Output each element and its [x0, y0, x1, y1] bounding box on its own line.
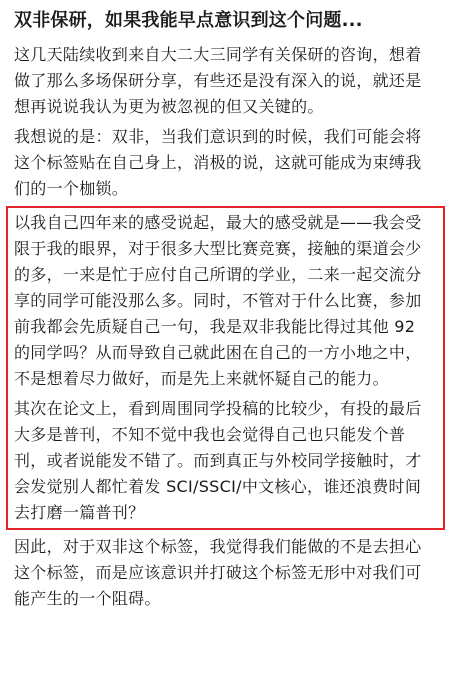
highlighted-section: [6, 206, 445, 530]
intro-paragraph: 这几天陆续收到来自大二大三同学有关保研的咨询，想着做了那么多场保研分享，有些还是没有深入的说，就还是想再说说我认为更为被忽视的但又关键的。: [14, 45, 422, 116]
highlighted-paragraph: 其次在论文上，看到周围同学投稿的比较少，有投的最后大多是普刊，不知不觉中我也会觉得自己也只能发个普刊，或者说能发不错了。而到真正与外校同学接触时，才会发觉别人都忙着发 SCI/SSCI/中文核心，谁还浪费时间去打磨一篇普刊？: [14, 399, 422, 522]
conclusion-paragraph: 因此，对于双非这个标签，我觉得我们能做的不是去担心这个标签，而是应该意识并打破这个标签无形中对我们可能产生的一个阻碍。: [14, 537, 422, 608]
post-title: 双非保研，如果我能早点意识到这个问题...: [14, 10, 363, 31]
highlighted-paragraph: 以我自己四年来的感受说起，最大的感受就是——我会受限于我的眼界，对于很多大型比赛竞赛，接触的渠道会少的多，一来是忙于应付自己所谓的学业，二来一起交流分享的同学可能没那么多。同时，不管对于什么比赛，参加前我都会先质疑自己一句，我是双非我能比得过其他 92 的同学吗？从而导致自己就此困在自己的一方小地之中，不是想着尽力做好，而是先上来就怀疑自己的能力。: [14, 213, 422, 388]
intro-paragraph: 我想说的是：双非，当我们意识到的时候，我们可能会将这个标签贴在自己身上，消极的说，这就可能成为束缚我们的一个枷锁。: [14, 127, 422, 198]
